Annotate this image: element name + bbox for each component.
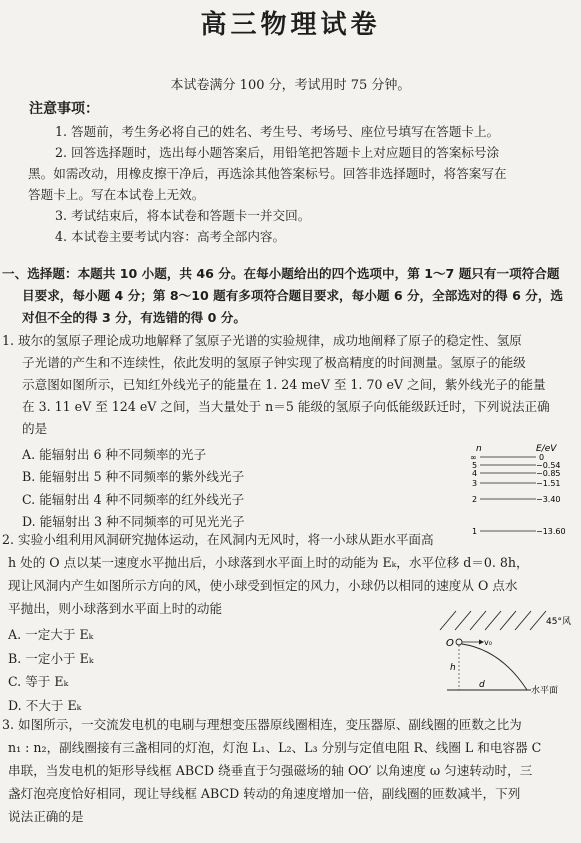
question-1-stem: 子光谱的产生和不连续性，依此发明的氢原子钟实现了极高精度的时间测量。氢原子的能级	[22, 355, 526, 370]
energy-level-diagram	[468, 440, 578, 540]
velocity-label: v₀	[484, 638, 492, 647]
section-heading: 对但不全的得 3 分，有选错的得 0 分。	[22, 310, 246, 325]
question-2-option-b[interactable]: B. 一定小于 Eₖ	[8, 651, 94, 666]
question-1-stem: 在 3. 11 eV 至 124 eV 之间，当大量处于 n＝5 能级的氢原子向低能级跃迁时，下列说法正确	[22, 399, 550, 414]
section-heading: 一、选择题：本题共 10 小题，共 46 分。在每小题给出的四个选项中，第 1～7 题只有一项符合题	[2, 266, 560, 281]
energy-axis-label: E/eV	[536, 444, 557, 454]
notice-line: 黑。如需改动，用橡皮擦干净后，再选涂其他答案标号。回答非选择题时，将答案写在	[28, 166, 507, 181]
question-3-stem: 3. 如图所示，一交流发电机的电刷与理想变压器原线圈相连，变压器原、副线圈的匝数之比为	[2, 717, 522, 732]
notice-line: 2. 回答选择题时，选出每小题答案后，用铅笔把答题卡上对应题目的答案标号涂	[55, 145, 500, 160]
question-1-stem: 的是	[22, 421, 48, 436]
question-1-option-a[interactable]: A. 能辐射出 6 种不同频率的光子	[22, 447, 207, 462]
page-title: 高三物理试卷	[200, 10, 381, 40]
notice-line: 答题卡上。写在本试卷上无效。	[28, 187, 205, 202]
question-2-stem: 平抛出，则小球落到水平面上时的动能	[8, 601, 223, 616]
distance-label: d	[479, 680, 485, 690]
question-1-stem: 示意图如图所示，已知红外线光子的能量在 1. 24 meV 至 1. 70 eV 之间，紫外线光子的能量	[22, 377, 546, 392]
trajectory-curve	[462, 644, 527, 690]
level-energy: −13.60	[536, 527, 566, 536]
level-energy: −0.54	[536, 461, 561, 470]
notice-line: 4. 本试卷主要考试内容：高考全部内容。	[55, 229, 286, 244]
question-2-option-a[interactable]: A. 一定大于 Eₖ	[8, 627, 94, 642]
question-2-stem: 现让风洞内产生如图所示方向的风，使小球受到恒定的风力，小球仍以相同的速度从 O 点水	[8, 578, 518, 593]
wind-tunnel-diagram	[435, 608, 577, 700]
section-heading: 目要求，每小题 4 分；第 8～10 题有多项符合题目要求，每小题 6 分，全部选对的得 6 分，选	[22, 288, 564, 303]
question-2-stem: 2. 实验小组利用风洞研究抛体运动，在风洞内无风时，将一小球从距水平面高	[2, 532, 434, 547]
level-energy: 0	[539, 453, 545, 462]
question-3-stem: 盏灯泡亮度恰好相同，现让导线框 ABCD 转动的角速度增加一倍，副线圈的匝数减半，下列	[8, 786, 521, 801]
exam-info: 本试卷满分 100 分，考试用时 75 分钟。	[170, 78, 411, 93]
level-energy: −0.85	[536, 469, 561, 478]
question-3-stem: 说法正确的是	[8, 809, 84, 824]
wind-label: 45°风	[546, 617, 571, 627]
level-n: 4	[472, 469, 478, 478]
wind-lines	[440, 611, 546, 630]
level-n: 1	[472, 527, 478, 536]
level-n: 5	[472, 461, 478, 470]
level-n: ∞	[470, 453, 477, 462]
question-2-option-c[interactable]: C. 等于 Eₖ	[8, 674, 69, 689]
level-energy: −3.40	[536, 495, 561, 504]
notice-line: 3. 考试结束后，将本试卷和答题卡一并交回。	[55, 208, 311, 223]
question-1-option-d[interactable]: D. 能辐射出 3 种不同频率的可见光光子	[22, 514, 245, 529]
notice-title: 注意事项：	[29, 101, 99, 117]
level-energy: −1.51	[536, 479, 561, 488]
question-2-option-d[interactable]: D. 不大于 Eₖ	[8, 698, 82, 713]
height-label: h	[450, 663, 456, 673]
point-o-label: O	[446, 638, 454, 649]
level-n: 3	[472, 479, 478, 488]
n-axis-label: n	[476, 444, 482, 454]
question-3-stem: n₁ : n₂，副线圈接有三盏相同的灯泡，灯泡 L₁、L₂、L₃ 分别与定值电阻 R、线圈 L 和电容器 C	[8, 740, 542, 755]
question-2-stem: h 处的 O 点以某一速度水平抛出后，小球落到水平面上时的动能为 Eₖ，水平位移 d＝0. 8h，	[8, 555, 529, 570]
question-1-option-c[interactable]: C. 能辐射出 4 种不同频率的红外线光子	[22, 492, 245, 507]
notice-line: 1. 答题前，考生务必将自己的姓名、考生号、考场号、座位号填写在答题卡上。	[55, 124, 500, 139]
question-3-stem: 串联，当发电机的矩形导线框 ABCD 绕垂直于匀强磁场的轴 OO′ 以角速度 ω 匀速转动时，三	[8, 763, 533, 778]
level-n: 2	[472, 495, 478, 504]
ball	[456, 639, 462, 645]
question-1-option-b[interactable]: B. 能辐射出 5 种不同频率的紫外线光子	[22, 469, 245, 484]
question-1-stem: 1. 玻尔的氢原子理论成功地解释了氢原子光谱的实验规律，成功地阐释了原子的稳定性、氢原	[2, 333, 522, 348]
ground-label: 水平面	[531, 686, 559, 696]
